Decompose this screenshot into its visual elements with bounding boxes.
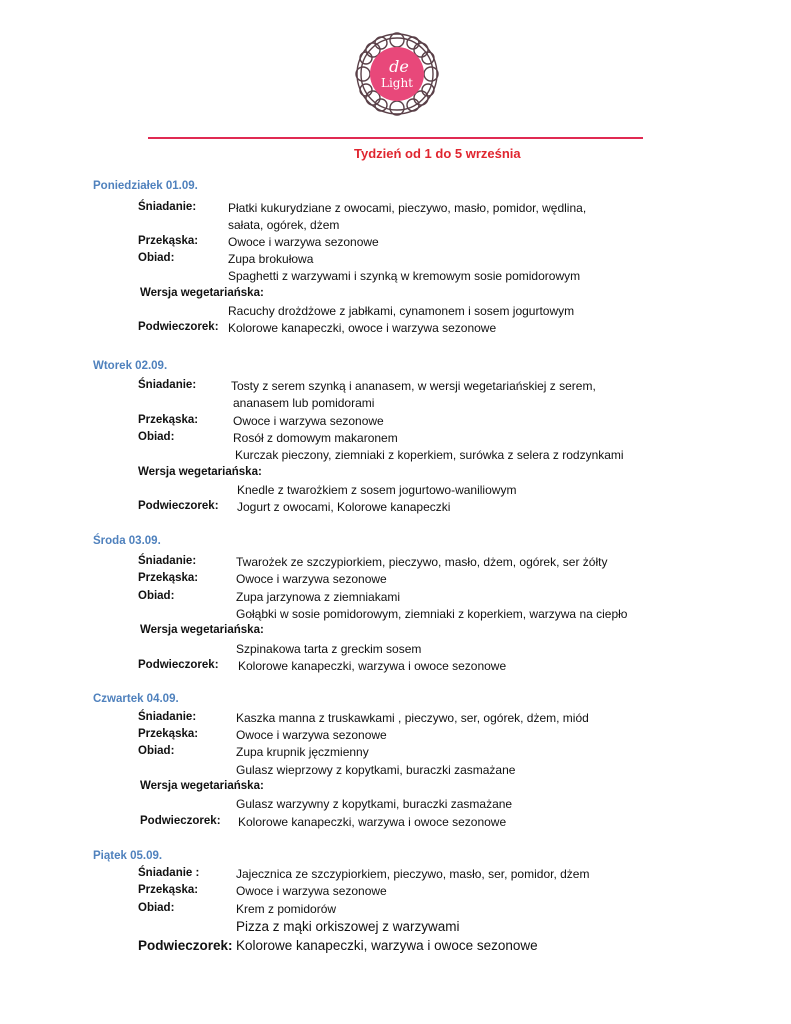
day-heading: Wtorek 02.09.	[93, 360, 168, 372]
snack-text: Owoce i warzywa sezonowe	[233, 414, 384, 428]
snack-text: Owoce i warzywa sezonowe	[236, 728, 387, 742]
snack-label: Przekąska:	[138, 884, 199, 896]
lunch-main: Gulasz wieprzowy z kopytkami, buraczki zasmażane	[236, 763, 516, 777]
lunch-soup: Zupa brokułowa	[228, 252, 314, 266]
snack-text: Owoce i warzywa sezonowe	[228, 235, 379, 249]
breakfast-label: Śniadanie:	[138, 379, 197, 391]
snack-label: Przekąska:	[138, 728, 199, 740]
vegetarian-label: Wersja wegetariańska:	[140, 287, 264, 299]
tea-text: Kolorowe kanapeczki, owoce i warzywa sezonowe	[228, 321, 497, 335]
breakfast-label: Śniadanie:	[138, 711, 197, 723]
tea-text: Kolorowe kanapeczki, warzywa i owoce sezonowe	[238, 659, 507, 673]
lunch-main: Spaghetti z warzywami i szynką w kremowym sosie pomidorowym	[228, 269, 581, 283]
breakfast-label: Śniadanie :	[138, 867, 200, 879]
vegetarian-label: Wersja wegetariańska:	[140, 780, 264, 792]
breakfast-text: Jajecznica ze szczypiorkiem, pieczywo, masło, ser, pomidor, dżem	[236, 867, 590, 881]
lunch-label: Obiad:	[138, 431, 175, 443]
vegetarian-text: Racuchy drożdżowe z jabłkami, cynamonem i sosem jogurtowym	[228, 304, 575, 318]
day-heading: Poniedziałek 01.09.	[93, 180, 198, 192]
breakfast-text: Płatki kukurydziane z owocami, pieczywo, masło, pomidor, wędlina,	[228, 201, 587, 215]
breakfast-text: Twarożek ze szczypiorkiem, pieczywo, masło, dżem, ogórek, ser żółty	[236, 555, 608, 569]
snack-label: Przekąska:	[138, 235, 199, 247]
tea-text: Kolorowe kanapeczki, warzywa i owoce sezonowe	[236, 938, 538, 953]
breakfast-label: Śniadanie:	[138, 201, 197, 213]
page-title: Tydzień od 1 do 5 września	[354, 146, 521, 161]
snack-text: Owoce i warzywa sezonowe	[236, 572, 387, 586]
tea-label: Podwieczorek:	[138, 938, 233, 953]
header-divider	[148, 137, 643, 139]
lunch-label: Obiad:	[138, 745, 175, 757]
breakfast-text-cont: sałata, ogórek, dżem	[228, 218, 340, 232]
lunch-label: Obiad:	[138, 252, 175, 264]
vegetarian-text: Knedle z twarożkiem z sosem jogurtowo-waniliowym	[237, 483, 517, 497]
day-heading: Piątek 05.09.	[93, 850, 163, 862]
vegetarian-text: Gulasz warzywny z kopytkami, buraczki zasmażane	[236, 797, 513, 811]
vegetarian-label: Wersja wegetariańska:	[138, 466, 262, 478]
lunch-main: Kurczak pieczony, ziemniaki z koperkiem, surówka z selera z rodzynkami	[235, 448, 624, 462]
tea-label: Podwieczorek:	[138, 321, 219, 333]
breakfast-text-cont: ananasem lub pomidorami	[233, 396, 375, 410]
breakfast-text: Tosty z serem szynką i ananasem, w wersji wegetariańskiej z serem,	[231, 379, 596, 393]
day-heading: Środa 03.09.	[93, 535, 161, 547]
tea-label: Podwieczorek:	[138, 500, 219, 512]
lunch-soup: Zupa jarzynowa z ziemniakami	[236, 590, 401, 604]
breakfast-text: Kaszka manna z truskawkami , pieczywo, ser, ogórek, dżem, miód	[236, 711, 589, 725]
lunch-label: Obiad:	[138, 590, 175, 602]
snack-label: Przekąska:	[138, 572, 199, 584]
lunch-soup: Krem z pomidorów	[236, 902, 337, 916]
snack-label: Przekąska:	[138, 414, 199, 426]
snack-text: Owoce i warzywa sezonowe	[236, 884, 387, 898]
lunch-soup: Rosół z domowym makaronem	[233, 431, 398, 445]
tea-label: Podwieczorek:	[138, 659, 219, 671]
logo-text-top: de	[389, 57, 409, 76]
vegetarian-text: Szpinakowa tarta z greckim sosem	[236, 642, 422, 656]
breakfast-label: Śniadanie:	[138, 555, 197, 567]
tea-text: Jogurt z owocami, Kolorowe kanapeczki	[237, 500, 451, 514]
lunch-main: Gołąbki w sosie pomidorowym, ziemniaki z koperkiem, warzywa na ciepło	[236, 607, 628, 621]
brand-logo	[355, 32, 439, 116]
tea-label: Podwieczorek:	[140, 815, 221, 827]
vegetarian-label: Wersja wegetariańska:	[140, 624, 264, 636]
lunch-soup: Zupa krupnik jęczmienny	[236, 745, 369, 759]
day-heading: Czwartek 04.09.	[93, 693, 179, 705]
logo-text-bottom: Light	[380, 76, 414, 90]
tea-text: Kolorowe kanapeczki, warzywa i owoce sezonowe	[238, 815, 507, 829]
lunch-label: Obiad:	[138, 902, 175, 914]
lunch-main: Pizza z mąki orkiszowej z warzywami	[236, 919, 460, 934]
